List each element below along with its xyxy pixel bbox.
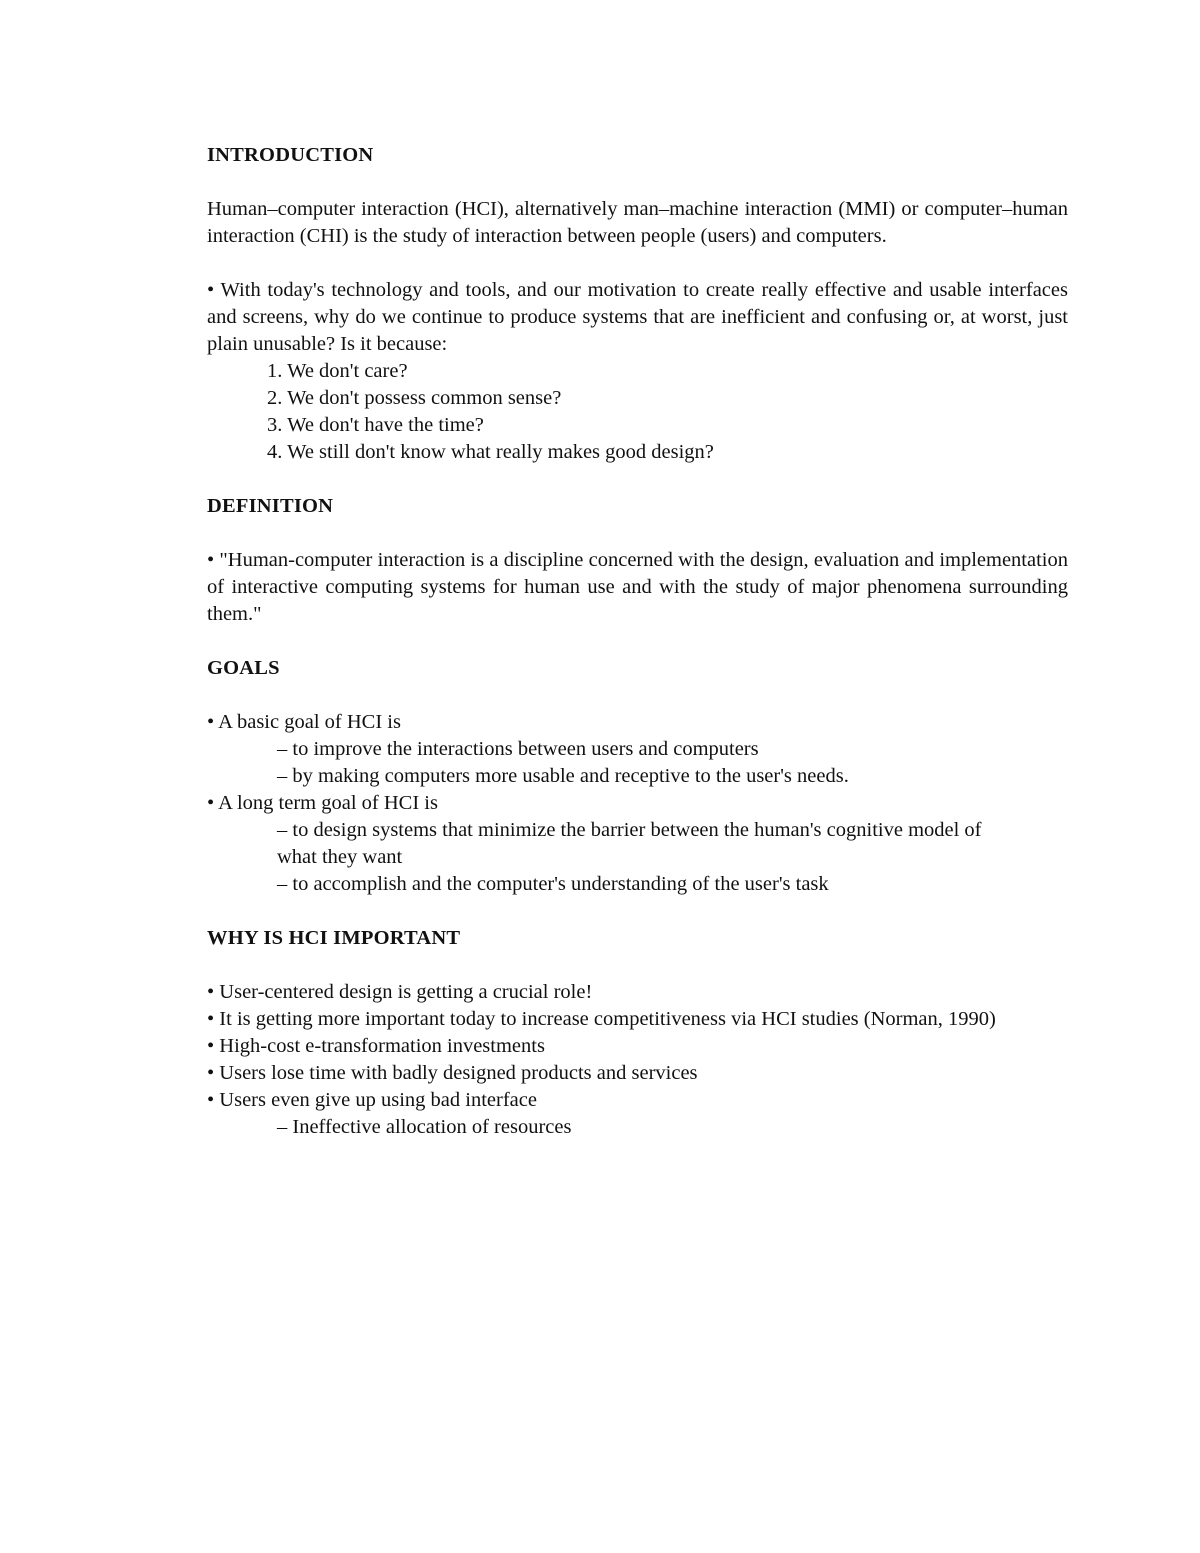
- definition-paragraph: • "Human-computer interaction is a discipline concerned with the design, evaluation and implementation of interactive computing systems for human use and with the study of major phenomena surrounding them.": [207, 549, 1068, 625]
- list-item: 4. We still don't know what really makes good design?: [267, 441, 714, 463]
- goals-sub-item: – to accomplish and the computer's understanding of the user's task: [277, 873, 829, 895]
- introduction-paragraph: Human–computer interaction (HCI), alternatively man–machine interaction (MMI) or computer–human interaction (CHI) is the study of interaction between people (users) and computers.: [207, 198, 1068, 247]
- goals-heading: GOALS: [207, 657, 280, 679]
- why-bullet: • Users lose time with badly designed products and services: [207, 1062, 698, 1084]
- introduction-heading: INTRODUCTION: [207, 144, 374, 166]
- list-item: 2. We don't possess common sense?: [267, 387, 562, 409]
- introduction-list: [267, 358, 1068, 466]
- goals-sub-item: – to improve the interactions between users and computers: [277, 738, 759, 760]
- goals-bullet-basic: • A basic goal of HCI is: [207, 711, 401, 733]
- why-bullet: • Users even give up using bad interface: [207, 1089, 537, 1111]
- list-item: 3. We don't have the time?: [267, 414, 484, 436]
- document-page: [207, 142, 1068, 1141]
- why-heading: WHY IS HCI IMPORTANT: [207, 927, 461, 949]
- definition-heading: DEFINITION: [207, 495, 334, 517]
- introduction-bullet: • With today's technology and tools, and our motivation to create really effective and usable interfaces and screens, why do we continue to produce systems that are inefficient and confusing or, at worst, just plain unusable? Is it because:: [207, 279, 1068, 355]
- list-item: 1. We don't care?: [267, 360, 408, 382]
- goals-bullet-long-term: • A long term goal of HCI is: [207, 792, 438, 814]
- why-bullet: • It is getting more important today to increase competitiveness via HCI studies (Norman, 1990): [207, 1008, 996, 1030]
- why-bullet: • User-centered design is getting a crucial role!: [207, 981, 593, 1003]
- why-bullet: • High-cost e-transformation investments: [207, 1035, 545, 1057]
- goals-sub-item: – by making computers more usable and receptive to the user's needs.: [277, 765, 849, 787]
- why-sub-item: – Ineffective allocation of resources: [277, 1116, 572, 1138]
- goals-sub-item: – to design systems that minimize the barrier between the human's cognitive model of what they want: [277, 819, 982, 868]
